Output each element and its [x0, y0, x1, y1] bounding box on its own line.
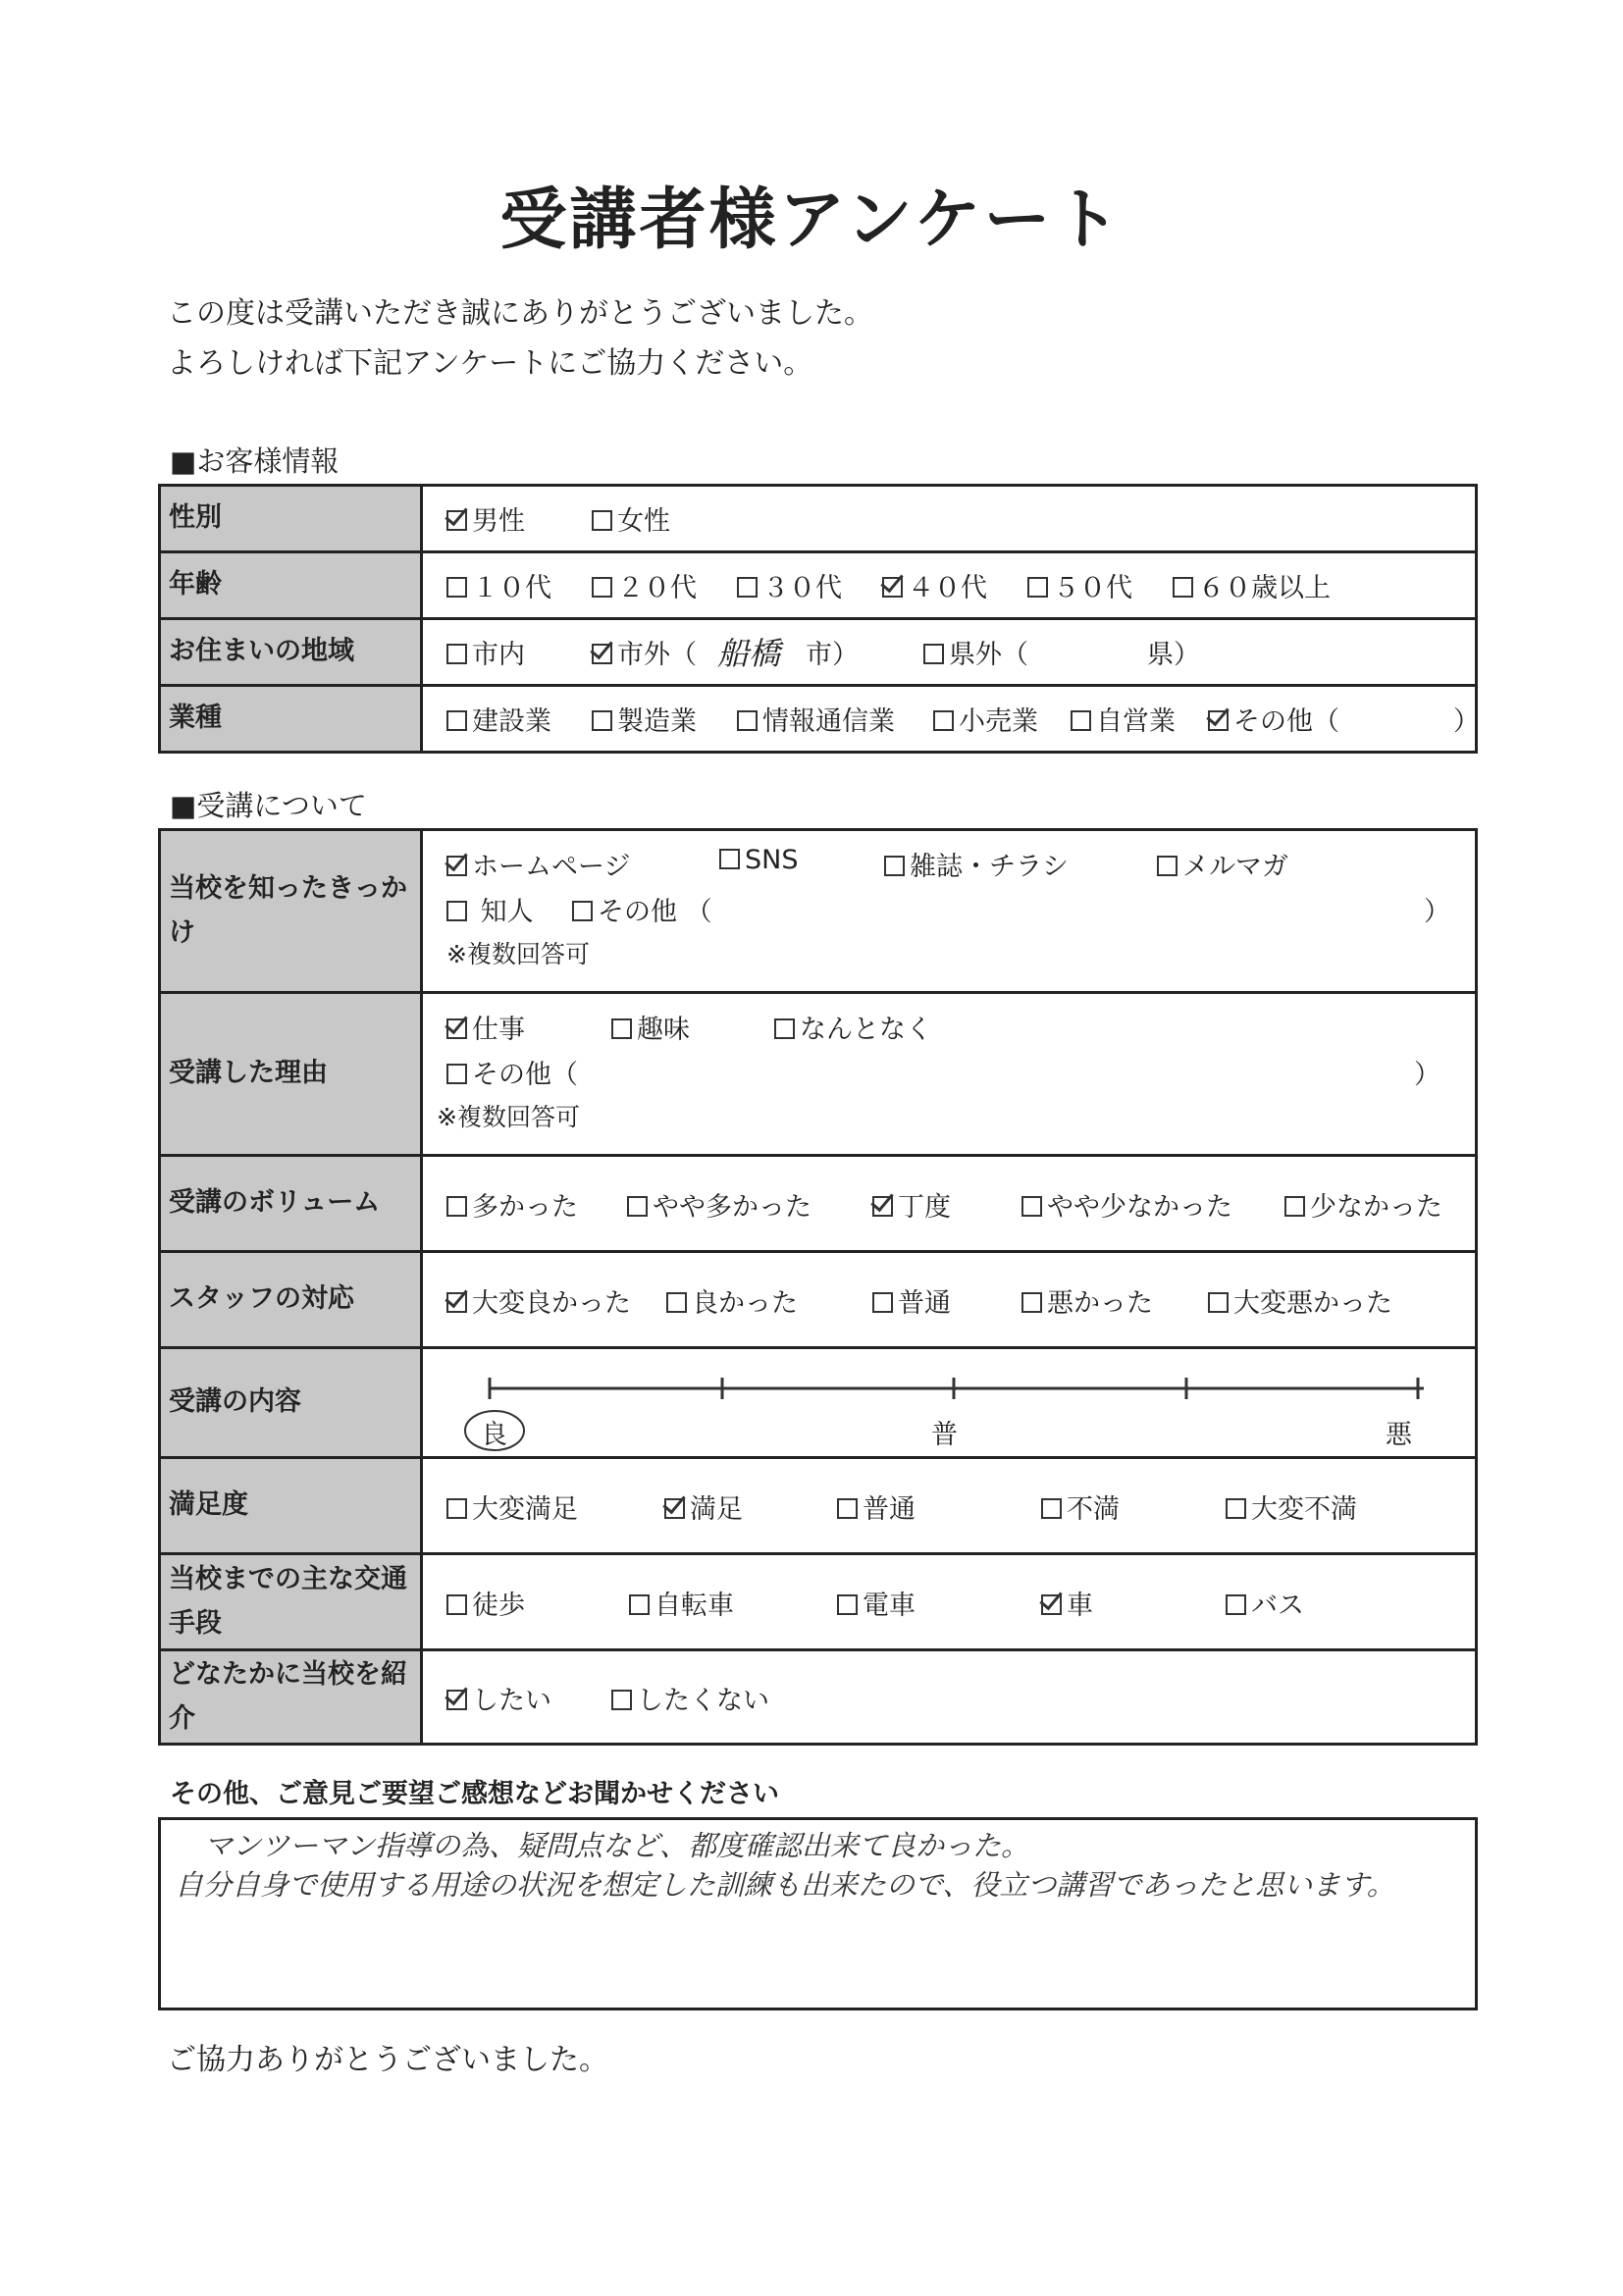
page-title: 受講者様アンケート [499, 182, 1124, 259]
checkbox-icon [1021, 1292, 1042, 1313]
industry-label: 業種 [160, 686, 422, 753]
checkbox-icon [666, 1292, 687, 1313]
customer-info-table [158, 484, 1478, 754]
discovery-label: 当校を知ったきっかけ [160, 830, 422, 993]
comments-heading: その他、ご意見ご要望ご感想などお聞かせください [170, 1779, 779, 1809]
checkbox-icon [1284, 1196, 1305, 1217]
checkbox-icon [611, 1018, 632, 1039]
comment-line-1: マンツーマン指導の為、疑問点など、都度確認出来て良かった。 [204, 1829, 1030, 1862]
checkbox-icon [837, 1594, 858, 1615]
transport-option[interactable]: 自転車 [629, 1584, 734, 1622]
scale-neutral[interactable]: 普 [931, 1420, 958, 1450]
checkbox-icon [592, 577, 612, 598]
checkbox-icon [1071, 710, 1091, 731]
transport-option[interactable]: バス [1226, 1584, 1304, 1622]
region-other-pref-option[interactable]: 県外（ [923, 633, 1028, 671]
city-handwritten: 船橋 [717, 635, 781, 672]
industry-other-option[interactable]: その他（ [1208, 700, 1339, 738]
reason-option[interactable]: 趣味 [611, 1008, 690, 1046]
checkbox-checked-icon [882, 577, 903, 598]
comment-line-2: 自分自身で使用する用途の状況を想定した訓練も出来たので、役立つ講習であったと思います。 [175, 1868, 1395, 1902]
checkbox-icon [446, 644, 467, 664]
checkbox-icon [1041, 1498, 1062, 1519]
industry-option[interactable]: 製造業 [592, 700, 697, 738]
rating-scale-line [486, 1376, 1428, 1399]
checkbox-icon [446, 1064, 467, 1084]
checkbox-icon [629, 1594, 650, 1615]
course-info-table [158, 828, 1478, 1746]
checkbox-icon [737, 710, 758, 731]
region-outside-option[interactable]: 市外（ [592, 633, 697, 671]
checkbox-icon [611, 1690, 632, 1710]
intro-line-1: この度は受講いただき誠にありがとうございました。 [167, 296, 873, 331]
reason-note: ※複数回答可 [437, 1103, 580, 1131]
pref-suffix: 県） [1147, 640, 1200, 670]
discovery-option[interactable]: SNS [719, 845, 798, 875]
satisfaction-option[interactable]: 満足 [664, 1487, 743, 1526]
volume-option[interactable]: 丁度 [872, 1185, 951, 1224]
comments-box[interactable] [158, 1817, 1478, 2010]
industry-close-paren: ） [1453, 706, 1480, 737]
reason-option[interactable]: なんとなく [774, 1008, 932, 1046]
discovery-option[interactable]: ホームページ [446, 845, 630, 883]
checkbox-checked-icon [592, 644, 612, 664]
discovery-option[interactable]: 知人 [446, 890, 534, 928]
age-option[interactable]: １０代 [446, 566, 551, 604]
closing-thanks: ご協力ありがとうございました。 [167, 2043, 608, 2077]
checkbox-icon [933, 710, 954, 731]
checkbox-icon [837, 1498, 858, 1519]
satisfaction-option[interactable]: 大変満足 [446, 1487, 578, 1526]
age-option[interactable]: ４０代 [882, 566, 987, 604]
transport-option[interactable]: 徒歩 [446, 1584, 525, 1622]
discovery-other-option[interactable]: その他 （ [572, 890, 712, 928]
reason-option[interactable]: 仕事 [446, 1008, 525, 1046]
checkbox-icon [446, 1594, 467, 1615]
checkbox-checked-icon [872, 1196, 893, 1217]
age-option[interactable]: ２０代 [592, 566, 697, 604]
age-label: 年齢 [160, 552, 422, 619]
volume-option[interactable]: 少なかった [1284, 1185, 1442, 1224]
satisfaction-option[interactable]: 不満 [1041, 1487, 1120, 1526]
intro-line-2: よろしければ下記アンケートにご協力ください。 [167, 346, 813, 381]
checkbox-checked-icon [1041, 1594, 1062, 1615]
checkbox-checked-icon [446, 1690, 467, 1710]
checkbox-icon [627, 1196, 648, 1217]
checkbox-icon [923, 644, 944, 664]
staff-label: スタッフの対応 [160, 1252, 422, 1348]
checkbox-icon [1021, 1196, 1042, 1217]
checkbox-icon [872, 1292, 893, 1313]
reason-close-paren: ） [1414, 1060, 1440, 1090]
volume-option[interactable]: やや少なかった [1021, 1185, 1232, 1224]
reason-other-option[interactable]: その他（ [446, 1053, 578, 1091]
checkbox-icon [446, 577, 467, 598]
city-suffix: 市） [806, 640, 859, 670]
staff-option[interactable]: 普通 [872, 1281, 951, 1320]
checkbox-icon [592, 510, 612, 531]
staff-option[interactable]: 大変悪かった [1208, 1281, 1392, 1320]
checkbox-checked-icon [1208, 710, 1229, 731]
checkbox-icon [884, 856, 905, 876]
checkbox-icon [1027, 577, 1048, 598]
transport-option[interactable]: 電車 [837, 1584, 916, 1622]
satisfaction-label: 満足度 [160, 1458, 422, 1554]
checkbox-icon [446, 710, 467, 731]
checkbox-icon [1208, 1292, 1229, 1313]
checkbox-checked-icon [446, 1292, 467, 1313]
discovery-close-paren: ） [1424, 897, 1450, 927]
checkbox-checked-icon [446, 510, 467, 531]
checkbox-icon [774, 1018, 795, 1039]
discovery-option[interactable]: 雑誌・チラシ [884, 845, 1069, 883]
transport-label: 当校までの主な交通手段 [160, 1554, 422, 1650]
content-label: 受講の内容 [160, 1348, 422, 1458]
industry-option[interactable]: 小売業 [933, 700, 1038, 738]
age-option[interactable]: ５０代 [1027, 566, 1132, 604]
gender-label: 性別 [160, 486, 422, 552]
age-option[interactable]: ６０歳以上 [1173, 566, 1331, 604]
discovery-option[interactable]: メルマガ [1157, 845, 1288, 883]
discovery-note: ※複数回答可 [446, 940, 590, 968]
scale-bad[interactable]: 悪 [1386, 1420, 1412, 1450]
volume-label: 受講のボリューム [160, 1156, 422, 1252]
satisfaction-option[interactable]: 大変不満 [1226, 1487, 1357, 1526]
gender-male-option[interactable]: 男性 [446, 499, 525, 538]
volume-option[interactable]: やや多かった [627, 1185, 812, 1224]
checkbox-icon [1173, 577, 1193, 598]
checkbox-icon [1157, 856, 1178, 876]
checkbox-icon [446, 901, 467, 921]
volume-option[interactable]: 多かった [446, 1185, 578, 1224]
industry-option[interactable]: 情報通信業 [737, 700, 895, 738]
age-option[interactable]: ３０代 [737, 566, 842, 604]
referral-option[interactable]: したくない [611, 1679, 769, 1717]
scale-good[interactable]: 良 [481, 1420, 507, 1450]
referral-label: どなたかに当校を紹介 [160, 1650, 422, 1745]
customer-section-heading: ■お客様情報 [170, 444, 340, 478]
checkbox-checked-icon [446, 856, 467, 876]
checkbox-icon [592, 710, 612, 731]
satisfaction-option[interactable]: 普通 [837, 1487, 916, 1526]
checkbox-icon [1226, 1594, 1246, 1615]
gender-female-option[interactable]: 女性 [592, 499, 670, 538]
industry-option[interactable]: 自営業 [1071, 700, 1176, 738]
checkbox-icon [446, 1498, 467, 1519]
referral-option[interactable]: したい [446, 1679, 551, 1717]
transport-option[interactable]: 車 [1041, 1584, 1093, 1622]
checkbox-icon [572, 901, 593, 921]
checkbox-checked-icon [664, 1498, 685, 1519]
reason-label: 受講した理由 [160, 993, 422, 1156]
staff-option[interactable]: 良かった [666, 1281, 798, 1320]
region-label: お住まいの地域 [160, 619, 422, 686]
staff-option[interactable]: 悪かった [1021, 1281, 1153, 1320]
checkbox-icon [719, 849, 740, 869]
checkbox-checked-icon [446, 1018, 467, 1039]
checkbox-icon [1226, 1498, 1246, 1519]
checkbox-icon [737, 577, 758, 598]
industry-option[interactable]: 建設業 [446, 700, 551, 738]
course-section-heading: ■受講について [170, 789, 367, 822]
checkbox-icon [446, 1196, 467, 1217]
region-inside-option[interactable]: 市内 [446, 633, 525, 671]
staff-option[interactable]: 大変良かった [446, 1281, 631, 1320]
